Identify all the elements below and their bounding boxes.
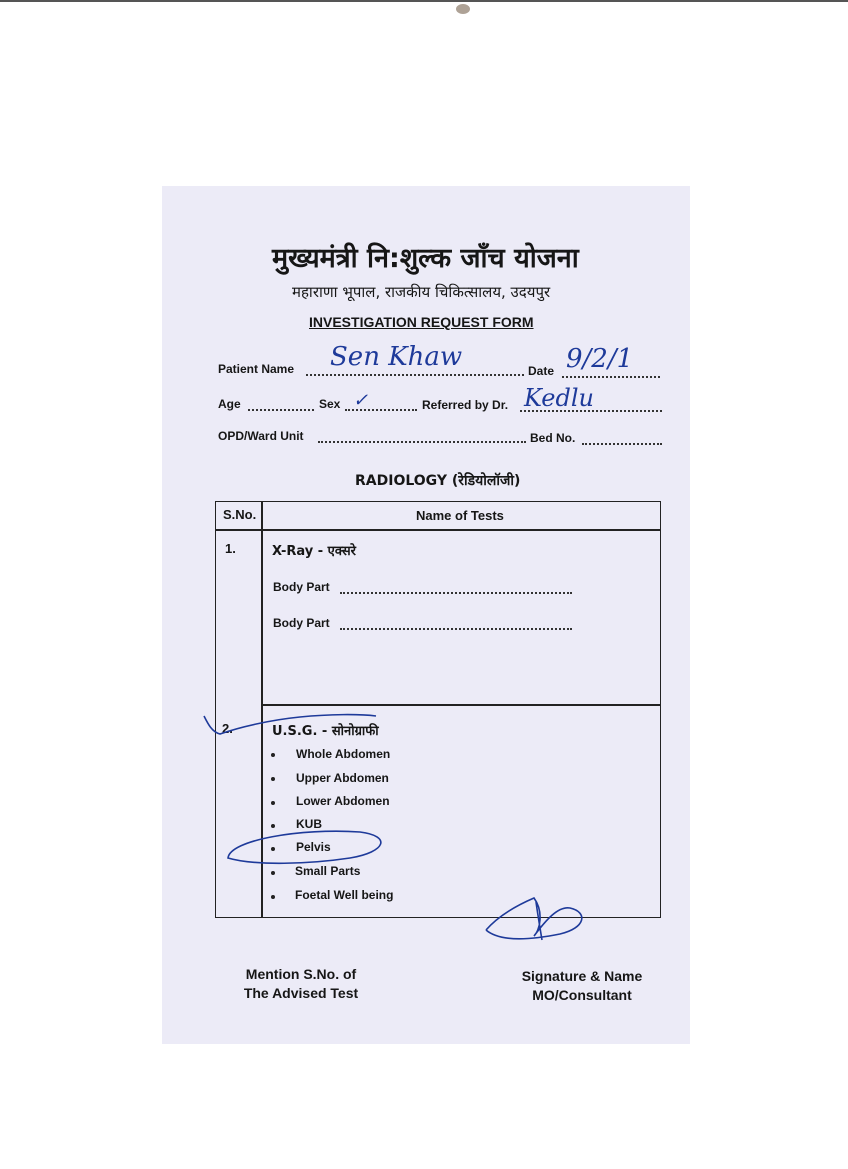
usg-item-small-parts: Small Parts	[295, 864, 361, 878]
xray-title: X-Ray - एक्सरे	[272, 544, 356, 559]
col-sno-header: S.No.	[223, 507, 257, 522]
date-label: Date	[528, 364, 555, 378]
footer-left-line2: The Advised Test	[243, 985, 359, 1001]
radiology-title: RADIOLOGY (रेडियोलॉजी)	[355, 473, 521, 489]
usg-sno: 2.	[222, 721, 233, 736]
bed-label: Bed No.	[530, 431, 576, 445]
date-handwritten: 9/2/1	[566, 344, 634, 374]
scheme-title: मुख्यमंत्री नि:शुल्क जाँच योजना	[272, 243, 579, 274]
age-label: Age	[218, 397, 241, 411]
hospital-name: महाराणा भूपाल, राजकीय चिकित्सालय, उदयपुर	[292, 283, 551, 301]
col-name-header: Name of Tests	[416, 508, 504, 523]
usg-item-kub: KUB	[296, 817, 322, 831]
xray-sno: 1.	[225, 541, 236, 556]
usg-title: U.S.G. - सोनोग्राफी	[272, 724, 379, 739]
opd-label: OPD/Ward Unit	[218, 429, 304, 443]
referred-label: Referred by Dr.	[422, 398, 509, 412]
pelvis-circle-mark	[228, 831, 381, 863]
footer-left-line1: Mention S.No. of	[245, 966, 357, 982]
sex-handwritten: ✓	[353, 390, 369, 411]
usg-item-lower-abdomen: Lower Abdomen	[296, 794, 390, 808]
xray-body-part-2-label: Body Part	[273, 616, 330, 630]
patient-name-label: Patient Name	[218, 362, 295, 376]
usg-item-upper-abdomen: Upper Abdomen	[296, 771, 389, 785]
referred-handwritten: Kedlu	[524, 384, 594, 412]
usg-item-pelvis: Pelvis	[296, 840, 331, 854]
usg-item-foetal-well-being: Foetal Well being	[295, 888, 394, 902]
usg-item-whole-abdomen: Whole Abdomen	[296, 747, 391, 761]
sex-label: Sex	[319, 397, 341, 411]
doctor-signature-mark	[486, 898, 582, 940]
form-title: INVESTIGATION REQUEST FORM	[309, 314, 534, 330]
xray-body-part-1-label: Body Part	[273, 580, 330, 594]
usg-tick-mark	[204, 715, 376, 734]
footer-right-line2: MO/Consultant	[532, 987, 632, 1003]
footer-right-line1: Signature & Name	[521, 968, 643, 984]
patient-name-handwritten: Sen Khaw	[330, 342, 463, 372]
